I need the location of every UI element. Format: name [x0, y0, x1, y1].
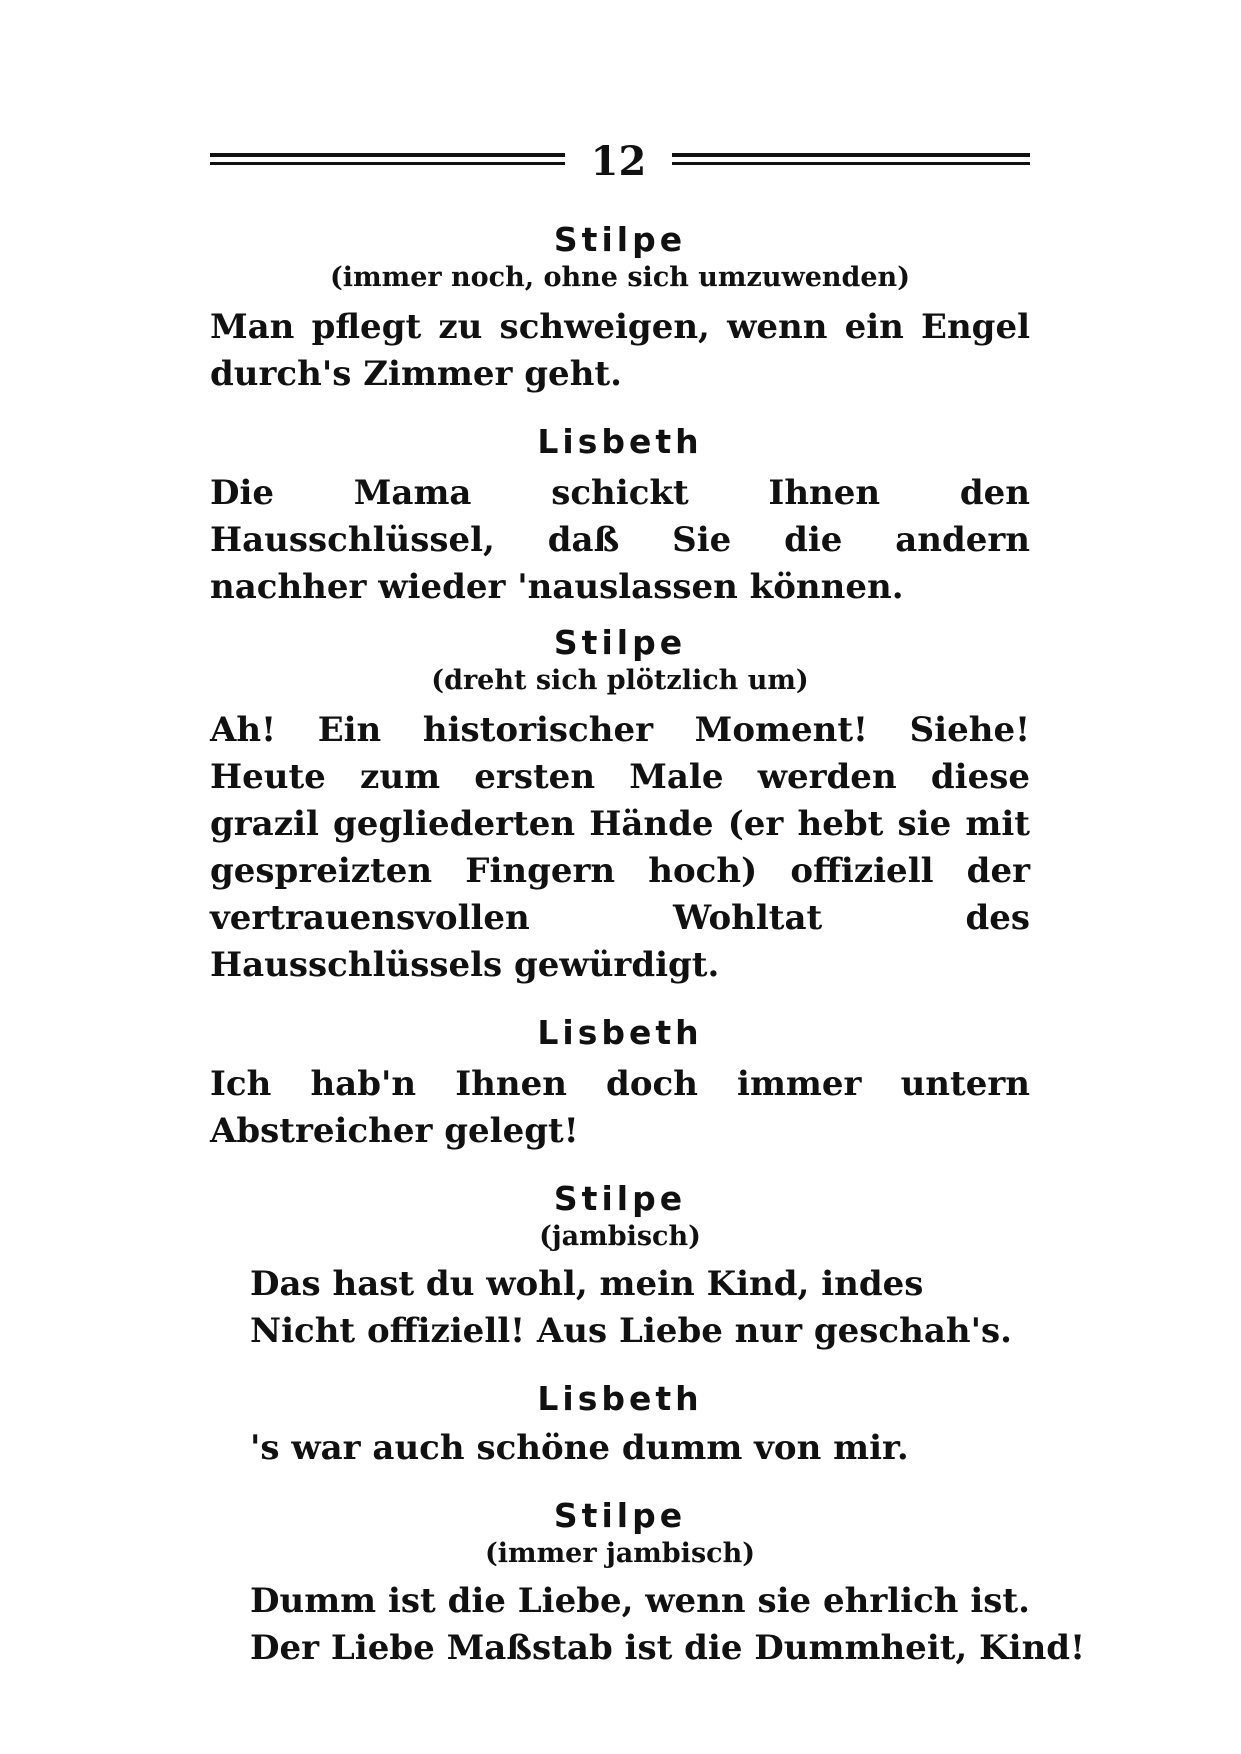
dialogue-block — [210, 1496, 1085, 1672]
dialogue-block — [210, 220, 1030, 398]
speaker-name: Stilpe — [553, 623, 687, 662]
verse-line: Nicht offiziell! Aus Liebe nur geschah's. — [250, 1311, 1012, 1351]
page-header — [210, 140, 1030, 184]
speaker-name: Lisbeth — [537, 1013, 703, 1052]
stage-direction: (jambisch) — [539, 1221, 701, 1252]
speaker-name: Stilpe — [553, 220, 687, 259]
verse — [250, 1261, 1030, 1355]
speaker-name: Stilpe — [553, 1496, 687, 1535]
dialogue-text — [210, 220, 1085, 1672]
speech-text: Man pflegt zu schweigen, wenn ein Engel durch's Zimmer geht. — [210, 307, 1030, 394]
page-number: 12 — [590, 138, 647, 185]
dialogue-block — [210, 1013, 1030, 1155]
stage-direction: (dreht sich plötzlich um) — [431, 665, 809, 696]
dialogue-block — [210, 422, 1030, 611]
speaker-name: Stilpe — [553, 1179, 687, 1218]
speaker-name: Lisbeth — [537, 422, 703, 461]
speech-text: Ich hab'n Ihnen doch immer untern Abstreicher gelegt! — [210, 1064, 1030, 1151]
dialogue-block — [210, 1379, 1030, 1472]
verse-line: 's war auch schöne dumm von mir. — [250, 1428, 909, 1468]
header-rule-left — [210, 153, 565, 165]
stage-direction: (immer noch, ohne sich umzuwenden) — [330, 262, 910, 293]
verse-line: Dumm ist die Liebe, wenn sie ehrlich ist. — [250, 1581, 1030, 1621]
speech-text: Die Mama schickt Ihnen den Hausschlüssel, daß Sie die andern nachher wieder 'nauslassen können. — [210, 473, 1030, 607]
verse-line: Der Liebe Maßstab ist die Dummheit, Kind! — [250, 1628, 1085, 1668]
header-rule-right — [672, 153, 1030, 165]
speaker-name: Lisbeth — [537, 1379, 703, 1418]
dialogue-block — [210, 623, 1030, 989]
dialogue-block — [210, 1179, 1030, 1355]
verse — [250, 1425, 1030, 1472]
speech-text: Ah! Ein historischer Moment! Siehe! Heute zum ersten Male werden diese grazil gegliederten Hände (er hebt sie mit gespreizten Fingern hoch) offiziell der vertrauensvollen Wohltat des Hausschlüssels gewürdigt. — [210, 710, 1030, 985]
stage-direction: (immer jambisch) — [485, 1538, 755, 1569]
verse — [250, 1578, 1085, 1672]
verse-line: Das hast du wohl, mein Kind, indes — [250, 1264, 924, 1304]
